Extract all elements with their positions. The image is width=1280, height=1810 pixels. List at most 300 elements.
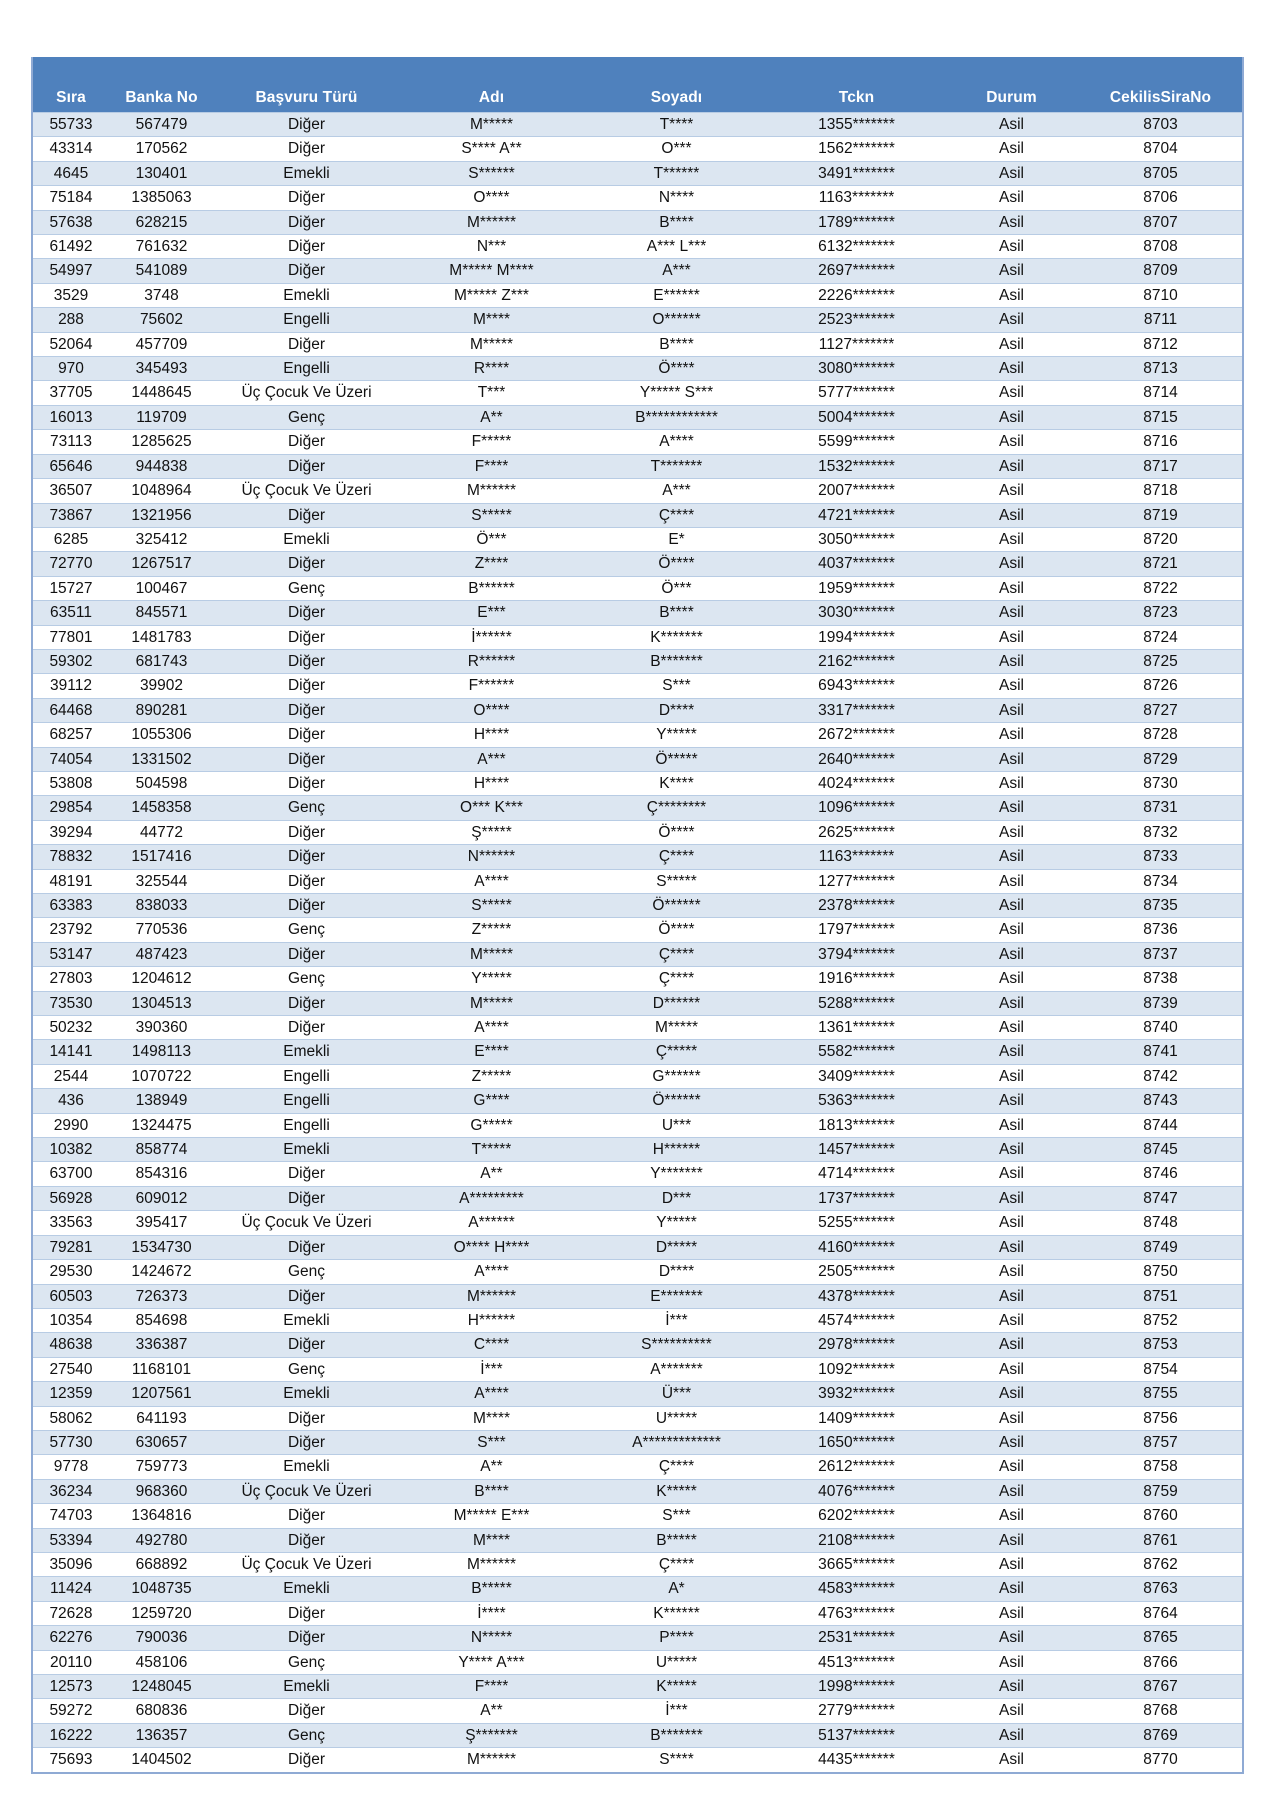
cell-adi: M****** [399, 479, 584, 503]
cell-durum: Asil [944, 1723, 1079, 1747]
cell-adi: H**** [399, 723, 584, 747]
cell-tckn: 4037******* [769, 552, 944, 576]
cell-basvuru: Diğer [214, 1162, 399, 1186]
cell-cekilis: 8713 [1079, 357, 1243, 381]
cell-soyadi: S********** [584, 1333, 769, 1357]
cell-basvuru: Diğer [214, 259, 399, 283]
cell-sira: 61492 [32, 235, 109, 259]
cell-adi: Y**** A*** [399, 1650, 584, 1674]
cell-durum: Asil [944, 796, 1079, 820]
table-row[interactable] [32, 259, 1243, 283]
cell-sira: 63700 [32, 1162, 109, 1186]
cell-sira: 3529 [32, 283, 109, 307]
cell-cekilis: 8738 [1079, 967, 1243, 991]
cell-soyadi: D**** [584, 1260, 769, 1284]
table-row[interactable] [32, 1040, 1243, 1064]
cell-banka: 1207561 [109, 1382, 214, 1406]
cell-durum: Asil [944, 820, 1079, 844]
cell-durum: Asil [944, 1528, 1079, 1552]
cell-adi: A**** [399, 1260, 584, 1284]
cell-soyadi: A**** [584, 430, 769, 454]
cell-basvuru: Emekli [214, 1308, 399, 1332]
cell-sira: 63383 [32, 894, 109, 918]
cell-durum: Asil [944, 1699, 1079, 1723]
table-row[interactable] [32, 454, 1243, 478]
cell-tckn: 3932******* [769, 1382, 944, 1406]
table-row[interactable] [32, 576, 1243, 600]
cell-cekilis: 8747 [1079, 1186, 1243, 1210]
cell-basvuru: Diğer [214, 625, 399, 649]
cell-basvuru: Diğer [214, 771, 399, 795]
cell-durum: Asil [944, 625, 1079, 649]
cell-adi: Ö*** [399, 527, 584, 551]
cell-adi: M**** [399, 1406, 584, 1430]
table-row[interactable] [32, 430, 1243, 454]
cell-soyadi: D*** [584, 1186, 769, 1210]
cell-basvuru: Diğer [214, 1504, 399, 1528]
table-row[interactable] [32, 381, 1243, 405]
cell-cekilis: 8746 [1079, 1162, 1243, 1186]
cell-sira: 48191 [32, 869, 109, 893]
table-row[interactable] [32, 1650, 1243, 1674]
cell-tckn: 3665******* [769, 1552, 944, 1576]
cell-basvuru: Diğer [214, 503, 399, 527]
cell-banka: 492780 [109, 1528, 214, 1552]
cell-tckn: 1277******* [769, 869, 944, 893]
cell-durum: Asil [944, 1211, 1079, 1235]
table-row[interactable] [32, 649, 1243, 673]
cell-adi: A**** [399, 869, 584, 893]
table-row[interactable] [32, 1430, 1243, 1454]
cell-banka: 136357 [109, 1723, 214, 1747]
cell-sira: 48638 [32, 1333, 109, 1357]
cell-sira: 62276 [32, 1626, 109, 1650]
cell-banka: 854316 [109, 1162, 214, 1186]
cell-adi: N***** [399, 1626, 584, 1650]
table-row[interactable] [32, 625, 1243, 649]
table-row[interactable] [32, 1552, 1243, 1576]
cell-soyadi: B**** [584, 210, 769, 234]
cell-soyadi: B***** [584, 1528, 769, 1552]
cell-adi: S*** [399, 1430, 584, 1454]
table-row[interactable] [32, 1260, 1243, 1284]
cell-adi: E*** [399, 601, 584, 625]
cell-sira: 56928 [32, 1186, 109, 1210]
table-row[interactable] [32, 1162, 1243, 1186]
cell-tckn: 6132******* [769, 235, 944, 259]
table-row[interactable] [32, 771, 1243, 795]
cell-cekilis: 8730 [1079, 771, 1243, 795]
cell-basvuru: Diğer [214, 1748, 399, 1773]
table-row[interactable] [32, 1235, 1243, 1259]
cell-cekilis: 8716 [1079, 430, 1243, 454]
cell-basvuru: Emekli [214, 283, 399, 307]
table-row[interactable] [32, 1089, 1243, 1113]
cell-basvuru: Diğer [214, 674, 399, 698]
cell-banka: 759773 [109, 1455, 214, 1479]
column-header-tckn[interactable]: Tckn [769, 69, 944, 113]
cell-basvuru: Emekli [214, 1455, 399, 1479]
cell-soyadi: Ç**** [584, 942, 769, 966]
cell-sira: 10354 [32, 1308, 109, 1332]
cell-basvuru: Üç Çocuk Ve Üzeri [214, 1211, 399, 1235]
table-row[interactable] [32, 1186, 1243, 1210]
column-header-adi[interactable]: Adı [399, 69, 584, 113]
cell-sira: 78832 [32, 845, 109, 869]
cell-durum: Asil [944, 113, 1079, 137]
table-row[interactable] [32, 479, 1243, 503]
cell-adi: Z***** [399, 1064, 584, 1088]
cell-soyadi: Y***** S*** [584, 381, 769, 405]
cell-sira: 12573 [32, 1675, 109, 1699]
cell-basvuru: Genç [214, 1357, 399, 1381]
cell-basvuru: Diğer [214, 454, 399, 478]
cell-tckn: 1361******* [769, 1016, 944, 1040]
table-row[interactable] [32, 308, 1243, 332]
cell-sira: 35096 [32, 1552, 109, 1576]
table-row[interactable] [32, 357, 1243, 381]
cell-basvuru: Diğer [214, 845, 399, 869]
cell-adi: G**** [399, 1089, 584, 1113]
cell-banka: 854698 [109, 1308, 214, 1332]
table-row[interactable] [32, 894, 1243, 918]
cell-sira: 58062 [32, 1406, 109, 1430]
table-row[interactable] [32, 967, 1243, 991]
cell-adi: M****** [399, 210, 584, 234]
cell-banka: 325412 [109, 527, 214, 551]
cell-basvuru: Diğer [214, 1284, 399, 1308]
table-row[interactable] [32, 991, 1243, 1015]
cell-cekilis: 8727 [1079, 698, 1243, 722]
cell-durum: Asil [944, 1675, 1079, 1699]
table-row[interactable] [32, 1333, 1243, 1357]
cell-adi: S****** [399, 161, 584, 185]
table-row[interactable] [32, 1138, 1243, 1162]
column-header-basvuru-turu[interactable]: Başvuru Türü [214, 69, 399, 113]
table-row[interactable] [32, 1455, 1243, 1479]
column-header-cekilis-sira-no[interactable]: CekilisSiraNo [1079, 69, 1243, 113]
table-row[interactable] [32, 552, 1243, 576]
cell-sira: 14141 [32, 1040, 109, 1064]
cell-basvuru: Diğer [214, 113, 399, 137]
cell-tckn: 6943******* [769, 674, 944, 698]
cell-banka: 458106 [109, 1650, 214, 1674]
cell-cekilis: 8729 [1079, 747, 1243, 771]
cell-banka: 668892 [109, 1552, 214, 1576]
cell-tckn: 2612******* [769, 1455, 944, 1479]
table-row[interactable] [32, 1675, 1243, 1699]
cell-cekilis: 8723 [1079, 601, 1243, 625]
cell-adi: M***** Z*** [399, 283, 584, 307]
table-row[interactable] [32, 869, 1243, 893]
cell-soyadi: E* [584, 527, 769, 551]
cell-cekilis: 8728 [1079, 723, 1243, 747]
cell-durum: Asil [944, 1406, 1079, 1430]
cell-banka: 3748 [109, 283, 214, 307]
cell-durum: Asil [944, 454, 1079, 478]
column-header-banka-no[interactable]: Banka No [109, 69, 214, 113]
cell-soyadi: Ö****** [584, 894, 769, 918]
cell-tckn: 3030******* [769, 601, 944, 625]
table-row[interactable] [32, 186, 1243, 210]
cell-banka: 1248045 [109, 1675, 214, 1699]
table-row[interactable] [32, 503, 1243, 527]
cell-durum: Asil [944, 1308, 1079, 1332]
cell-soyadi: B**** [584, 332, 769, 356]
cell-durum: Asil [944, 1284, 1079, 1308]
cell-banka: 680836 [109, 1699, 214, 1723]
cell-basvuru: Diğer [214, 894, 399, 918]
cell-cekilis: 8761 [1079, 1528, 1243, 1552]
table-row[interactable] [32, 1479, 1243, 1503]
cell-adi: M***** E*** [399, 1504, 584, 1528]
cell-basvuru: Üç Çocuk Ve Üzeri [214, 479, 399, 503]
cell-banka: 345493 [109, 357, 214, 381]
table-row[interactable] [32, 601, 1243, 625]
table-row[interactable] [32, 1382, 1243, 1406]
cell-tckn: 5288******* [769, 991, 944, 1015]
cell-sira: 52064 [32, 332, 109, 356]
cell-basvuru: Genç [214, 918, 399, 942]
cell-basvuru: Diğer [214, 1016, 399, 1040]
cell-basvuru: Üç Çocuk Ve Üzeri [214, 1479, 399, 1503]
cell-tckn: 1916******* [769, 967, 944, 991]
cell-banka: 130401 [109, 161, 214, 185]
cell-cekilis: 8755 [1079, 1382, 1243, 1406]
cell-sira: 79281 [32, 1235, 109, 1259]
table-row[interactable] [32, 1113, 1243, 1137]
cell-durum: Asil [944, 1650, 1079, 1674]
cell-banka: 1048735 [109, 1577, 214, 1601]
cell-sira: 63511 [32, 601, 109, 625]
cell-banka: 336387 [109, 1333, 214, 1357]
table-row[interactable] [32, 235, 1243, 259]
cell-banka: 75602 [109, 308, 214, 332]
cell-cekilis: 8710 [1079, 283, 1243, 307]
cell-soyadi: E****** [584, 283, 769, 307]
column-header-sira[interactable]: Sıra [32, 69, 109, 113]
cell-tckn: 1562******* [769, 137, 944, 161]
cell-durum: Asil [944, 1162, 1079, 1186]
cell-durum: Asil [944, 1430, 1079, 1454]
cell-soyadi: N**** [584, 186, 769, 210]
table-row[interactable] [32, 845, 1243, 869]
cell-tckn: 2226******* [769, 283, 944, 307]
cell-sira: 75693 [32, 1748, 109, 1773]
cell-adi: İ****** [399, 625, 584, 649]
cell-cekilis: 8717 [1079, 454, 1243, 478]
cell-soyadi: K****** [584, 1601, 769, 1625]
table-container [31, 57, 1242, 1774]
table-row[interactable] [32, 1577, 1243, 1601]
table-row[interactable] [32, 283, 1243, 307]
table-row[interactable] [32, 1016, 1243, 1040]
cell-durum: Asil [944, 771, 1079, 795]
table-row[interactable] [32, 1308, 1243, 1332]
column-header-soyadi[interactable]: Soyadı [584, 69, 769, 113]
cell-sira: 43314 [32, 137, 109, 161]
cell-basvuru: Diğer [214, 552, 399, 576]
cell-durum: Asil [944, 942, 1079, 966]
table-row[interactable] [32, 918, 1243, 942]
cell-cekilis: 8760 [1079, 1504, 1243, 1528]
cell-adi: A**** [399, 1382, 584, 1406]
cell-banka: 119709 [109, 405, 214, 429]
cell-tckn: 2697******* [769, 259, 944, 283]
cell-adi: N****** [399, 845, 584, 869]
cell-soyadi: Y***** [584, 1211, 769, 1235]
cell-soyadi: B************ [584, 405, 769, 429]
column-header-durum[interactable]: Durum [944, 69, 1079, 113]
cell-sira: 436 [32, 1089, 109, 1113]
table-row[interactable] [32, 527, 1243, 551]
cell-banka: 790036 [109, 1626, 214, 1650]
cell-tckn: 3491******* [769, 161, 944, 185]
table-row[interactable] [32, 1357, 1243, 1381]
cell-sira: 4645 [32, 161, 109, 185]
cell-basvuru: Genç [214, 967, 399, 991]
cell-tckn: 2625******* [769, 820, 944, 844]
cell-durum: Asil [944, 259, 1079, 283]
cell-cekilis: 8714 [1079, 381, 1243, 405]
cell-soyadi: K******* [584, 625, 769, 649]
cell-durum: Asil [944, 845, 1079, 869]
cell-sira: 74703 [32, 1504, 109, 1528]
cell-tckn: 4378******* [769, 1284, 944, 1308]
cell-basvuru: Diğer [214, 332, 399, 356]
cell-banka: 641193 [109, 1406, 214, 1430]
cell-sira: 59302 [32, 649, 109, 673]
cell-soyadi: A*** [584, 479, 769, 503]
table-row[interactable] [32, 1211, 1243, 1235]
table-row[interactable] [32, 1699, 1243, 1723]
cell-soyadi: O****** [584, 308, 769, 332]
cell-adi: M***** M**** [399, 259, 584, 283]
cell-banka: 390360 [109, 1016, 214, 1040]
cell-soyadi: K**** [584, 771, 769, 795]
cell-sira: 23792 [32, 918, 109, 942]
cell-basvuru: Engelli [214, 357, 399, 381]
cell-soyadi: Ö**** [584, 357, 769, 381]
cell-tckn: 3317******* [769, 698, 944, 722]
table-row[interactable] [32, 1504, 1243, 1528]
cell-durum: Asil [944, 1626, 1079, 1650]
cell-soyadi: Ö**** [584, 820, 769, 844]
cell-durum: Asil [944, 1186, 1079, 1210]
cell-banka: 1385063 [109, 186, 214, 210]
cell-banka: 968360 [109, 1479, 214, 1503]
cell-tckn: 2162******* [769, 649, 944, 673]
cell-banka: 1204612 [109, 967, 214, 991]
table-row[interactable] [32, 1528, 1243, 1552]
cell-banka: 1070722 [109, 1064, 214, 1088]
table-row[interactable] [32, 332, 1243, 356]
cell-basvuru: Diğer [214, 137, 399, 161]
cell-adi: A** [399, 1455, 584, 1479]
cell-durum: Asil [944, 894, 1079, 918]
table-row[interactable] [32, 698, 1243, 722]
table-row[interactable] [32, 1601, 1243, 1625]
cell-cekilis: 8762 [1079, 1552, 1243, 1576]
cell-tckn: 5363******* [769, 1089, 944, 1113]
cell-tckn: 1650******* [769, 1430, 944, 1454]
cell-durum: Asil [944, 1138, 1079, 1162]
cell-cekilis: 8751 [1079, 1284, 1243, 1308]
table-row[interactable] [32, 1723, 1243, 1747]
cell-banka: 1055306 [109, 723, 214, 747]
cell-adi: A** [399, 1699, 584, 1723]
table-row[interactable] [32, 820, 1243, 844]
cell-adi: H****** [399, 1308, 584, 1332]
cell-banka: 138949 [109, 1089, 214, 1113]
cell-adi: İ**** [399, 1601, 584, 1625]
table-row[interactable] [32, 1284, 1243, 1308]
cell-banka: 838033 [109, 894, 214, 918]
table-row[interactable] [32, 1748, 1243, 1773]
table-row[interactable] [32, 723, 1243, 747]
cell-sira: 59272 [32, 1699, 109, 1723]
table-row[interactable] [32, 161, 1243, 185]
cell-banka: 100467 [109, 576, 214, 600]
table-row[interactable] [32, 1064, 1243, 1088]
cell-durum: Asil [944, 1577, 1079, 1601]
table-row[interactable] [32, 796, 1243, 820]
cell-durum: Asil [944, 918, 1079, 942]
cell-durum: Asil [944, 601, 1079, 625]
table-row[interactable] [32, 113, 1243, 137]
cell-soyadi: İ*** [584, 1699, 769, 1723]
cell-adi: Ş***** [399, 820, 584, 844]
cell-sira: 60503 [32, 1284, 109, 1308]
cell-durum: Asil [944, 283, 1079, 307]
table-row[interactable] [32, 674, 1243, 698]
cell-soyadi: T******* [584, 454, 769, 478]
cell-durum: Asil [944, 1748, 1079, 1773]
table-row[interactable] [32, 942, 1243, 966]
cell-soyadi: A*** [584, 259, 769, 283]
cell-sira: 73530 [32, 991, 109, 1015]
cell-durum: Asil [944, 527, 1079, 551]
cell-sira: 68257 [32, 723, 109, 747]
cell-cekilis: 8705 [1079, 161, 1243, 185]
cell-durum: Asil [944, 649, 1079, 673]
cell-sira: 73113 [32, 430, 109, 454]
table-row[interactable] [32, 137, 1243, 161]
table-row[interactable] [32, 747, 1243, 771]
cell-adi: M***** [399, 991, 584, 1015]
cell-tckn: 1789******* [769, 210, 944, 234]
cell-sira: 29530 [32, 1260, 109, 1284]
cell-adi: T***** [399, 1138, 584, 1162]
cell-tckn: 4583******* [769, 1577, 944, 1601]
cell-cekilis: 8752 [1079, 1308, 1243, 1332]
cell-durum: Asil [944, 1260, 1079, 1284]
cell-tckn: 2640******* [769, 747, 944, 771]
table-row[interactable] [32, 1626, 1243, 1650]
cell-banka: 487423 [109, 942, 214, 966]
cell-banka: 541089 [109, 259, 214, 283]
cell-tckn: 2523******* [769, 308, 944, 332]
table-row[interactable] [32, 405, 1243, 429]
cell-durum: Asil [944, 210, 1079, 234]
cell-adi: R**** [399, 357, 584, 381]
cell-banka: 681743 [109, 649, 214, 673]
cell-durum: Asil [944, 1089, 1079, 1113]
cell-cekilis: 8763 [1079, 1577, 1243, 1601]
cell-durum: Asil [944, 1455, 1079, 1479]
table-row[interactable] [32, 210, 1243, 234]
table-row[interactable] [32, 1406, 1243, 1430]
